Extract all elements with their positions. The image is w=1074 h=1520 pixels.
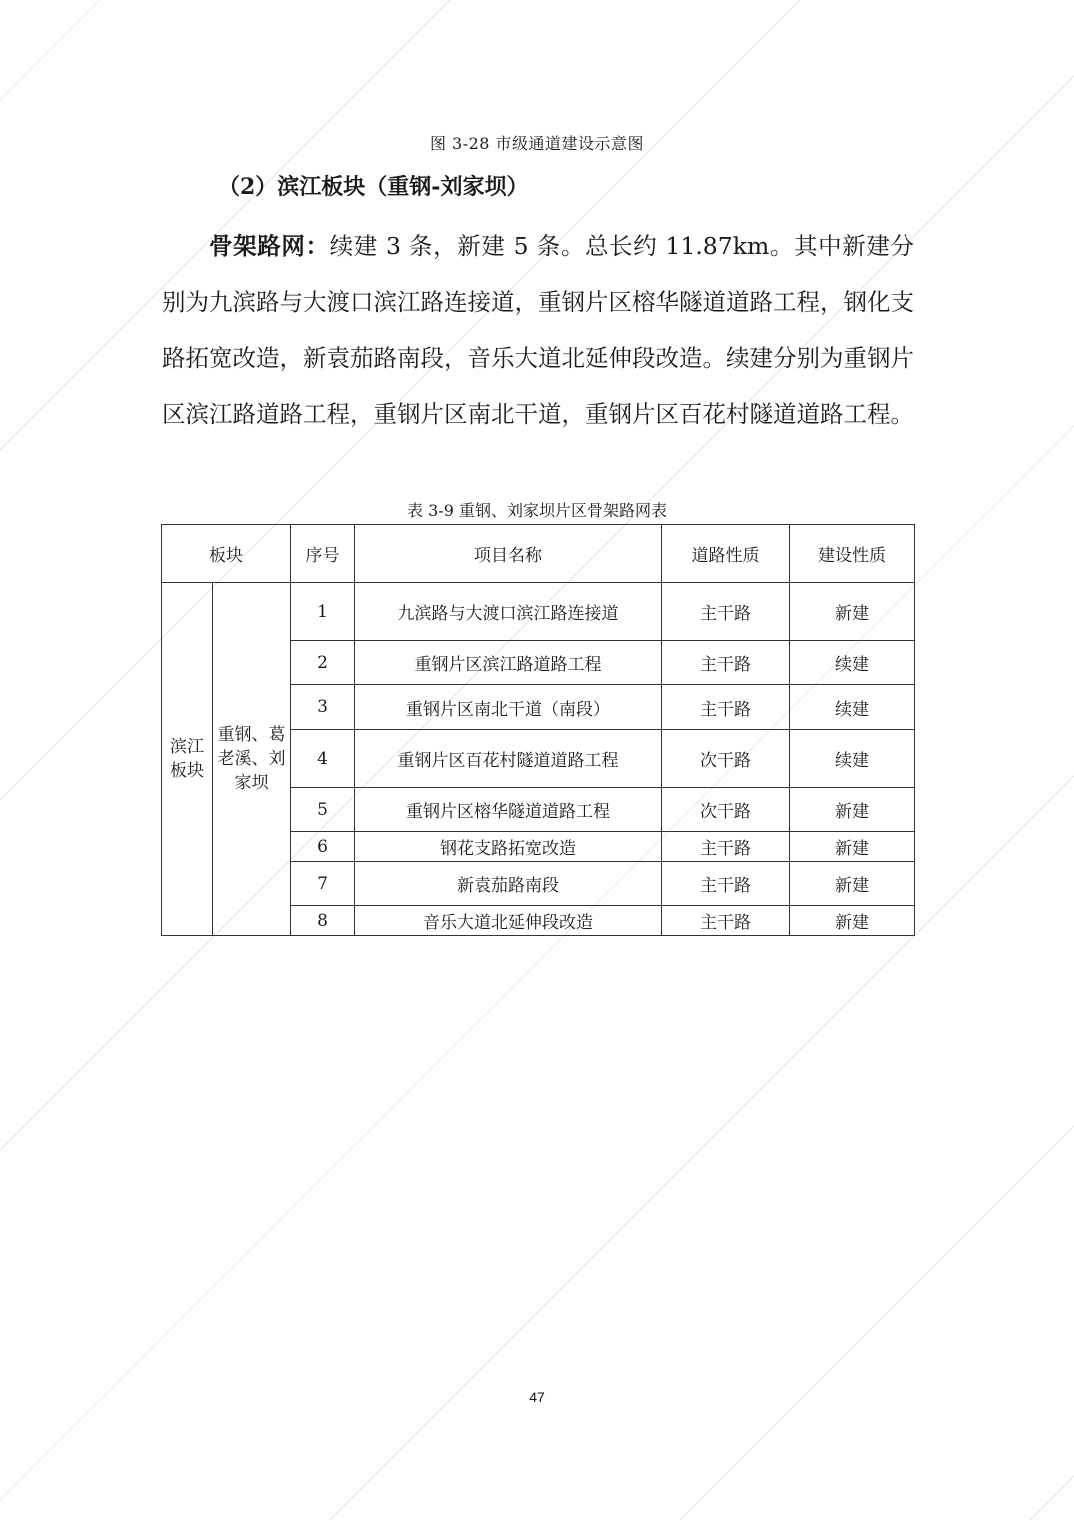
name-cell: 音乐大道北延伸段改造 — [355, 906, 662, 936]
seq-cell: 4 — [291, 730, 355, 788]
header-build-type: 建设性质 — [790, 525, 915, 583]
road-type-cell: 次干路 — [662, 788, 790, 832]
name-cell: 新袁茄路南段 — [355, 862, 662, 906]
header-name: 项目名称 — [355, 525, 662, 583]
figure-caption: 图 3-28 市级通道建设示意图 — [429, 134, 645, 153]
paragraph-lead: 骨架路网： — [209, 232, 330, 260]
road-type-cell: 主干路 — [662, 832, 790, 862]
road-type-cell: 主干路 — [662, 583, 790, 641]
seq-cell: 7 — [291, 862, 355, 906]
build-type-cell: 新建 — [790, 583, 915, 641]
area-cell — [213, 583, 291, 936]
name-cell: 重钢片区百花村隧道道路工程 — [355, 730, 662, 788]
table-row — [162, 583, 915, 641]
road-type-cell: 主干路 — [662, 906, 790, 936]
road-type-cell: 主干路 — [662, 641, 790, 685]
build-type-cell: 新建 — [790, 906, 915, 936]
seq-cell: 6 — [291, 832, 355, 862]
block-cell — [162, 583, 213, 936]
name-cell: 重钢片区南北干道（南段） — [355, 685, 662, 730]
area-line: 重钢、葛 — [217, 725, 286, 745]
header-block: 板块 — [162, 525, 291, 583]
seq-cell: 2 — [291, 641, 355, 685]
build-type-cell: 新建 — [790, 832, 915, 862]
seq-cell: 1 — [291, 583, 355, 641]
block-line: 滨江 — [170, 737, 204, 757]
build-type-cell: 续建 — [790, 730, 915, 788]
seq-cell: 8 — [291, 906, 355, 936]
area-line: 家坝 — [234, 773, 269, 793]
header-road-type: 道路性质 — [662, 525, 790, 583]
body-paragraph — [162, 218, 914, 442]
road-type-cell: 主干路 — [662, 685, 790, 730]
seq-cell: 3 — [291, 685, 355, 730]
name-cell: 九滨路与大渡口滨江路连接道 — [355, 583, 662, 641]
seq-cell: 5 — [291, 788, 355, 832]
build-type-cell: 新建 — [790, 862, 915, 906]
name-cell: 钢花支路拓宽改造 — [355, 832, 662, 862]
name-cell: 重钢片区榕华隧道道路工程 — [355, 788, 662, 832]
name-cell: 重钢片区滨江路道路工程 — [355, 641, 662, 685]
road-type-cell: 主干路 — [662, 862, 790, 906]
build-type-cell: 新建 — [790, 788, 915, 832]
road-network-table — [161, 524, 915, 936]
page-number: 47 — [529, 1389, 545, 1405]
block-line: 板块 — [170, 761, 204, 781]
area-line: 老溪、刘 — [217, 749, 286, 769]
section-heading: （2）滨江板块（重钢-刘家坝） — [218, 174, 529, 200]
table-caption: 表 3-9 重钢、刘家坝片区骨架路网表 — [407, 501, 667, 520]
build-type-cell: 续建 — [790, 641, 915, 685]
road-type-cell: 次干路 — [662, 730, 790, 788]
paragraph-text: 续建 3 条，新建 5 条。总长约 11.87km。其中新建分别为九滨路与大渡口滨江路连接道，重钢片区榕华隧道道路工程，钢化支路拓宽改造，新袁茄路南段，音乐大道北延伸段改造。续建分别为重钢片区滨江路道路工程，重钢片区南北干道，重钢片区百花村隧道道路工程。 — [162, 232, 914, 428]
header-seq: 序号 — [291, 525, 355, 583]
table-header-row — [162, 525, 915, 583]
build-type-cell: 续建 — [790, 685, 915, 730]
